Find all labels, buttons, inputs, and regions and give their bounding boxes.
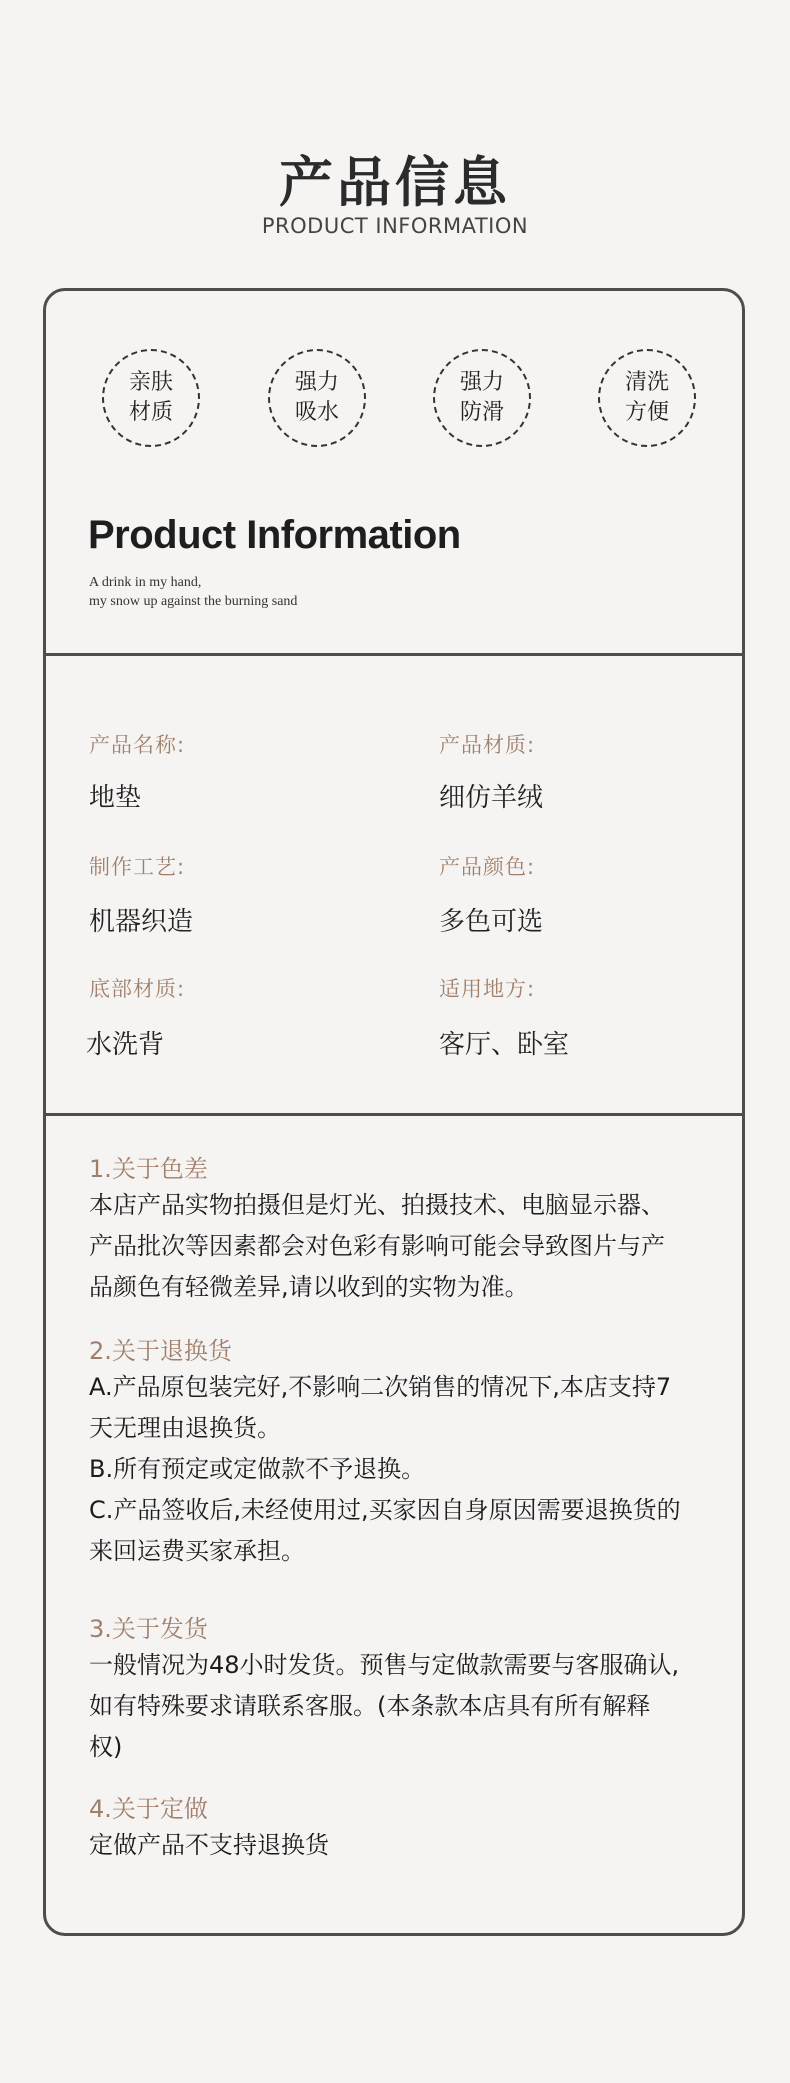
intro-subtext-line: A drink in my hand, <box>89 575 202 590</box>
policy-returns <box>89 1335 719 1572</box>
feature-text: 清洗 <box>624 370 669 395</box>
feature-text: 亲肤 <box>128 370 173 395</box>
policy-custom <box>89 1793 719 1866</box>
policy-heading: 3.关于发货 <box>89 1615 208 1643</box>
section-divider <box>46 1113 742 1116</box>
feature-text: 防滑 <box>459 400 504 425</box>
policy-line: 如有特殊要求请联系客服。(本条款本店具有所有解释 <box>89 1692 651 1720</box>
spec-value-backing: 水洗背 <box>86 1030 165 1060</box>
spec-label-usage: 适用地方: <box>439 977 536 1001</box>
spec-label-material: 产品材质: <box>439 733 536 757</box>
policy-line: 定做产品不支持退换货 <box>89 1831 329 1859</box>
policy-line: 品颜色有轻微差异,请以收到的实物为准。 <box>89 1273 529 1301</box>
intro-heading: Product Information <box>88 513 461 557</box>
feature-text: 强力 <box>459 370 504 395</box>
section-divider <box>46 653 742 656</box>
intro-subtext-line: my snow up against the burning sand <box>89 594 298 609</box>
feature-badge-absorbent <box>268 349 366 447</box>
page-subtitle: PRODUCT INFORMATION <box>261 214 529 238</box>
policy-line: A.产品原包装完好,不影响二次销售的情况下,本店支持7 <box>89 1373 672 1401</box>
spec-label-name: 产品名称: <box>89 733 186 757</box>
spec-value-name: 地垫 <box>89 783 142 813</box>
feature-text: 材质 <box>128 400 173 425</box>
policy-heading: 4.关于定做 <box>89 1795 208 1823</box>
policy-heading: 1.关于色差 <box>89 1155 208 1183</box>
info-card <box>43 288 745 1936</box>
spec-value-usage: 客厅、卧室 <box>439 1030 570 1060</box>
feature-badge-skin-friendly <box>102 349 200 447</box>
policy-line: 产品批次等因素都会对色彩有影响可能会导致图片与产 <box>89 1232 665 1260</box>
feature-text: 吸水 <box>294 400 339 425</box>
feature-text: 强力 <box>294 370 339 395</box>
policy-line: 本店产品实物拍摄但是灯光、拍摄技术、电脑显示器、 <box>89 1191 665 1219</box>
spec-label-backing: 底部材质: <box>89 977 186 1001</box>
feature-badge-easy-wash <box>598 349 696 447</box>
spec-value-color: 多色可选 <box>439 907 544 937</box>
policy-line: 天无理由退换货。 <box>89 1414 281 1442</box>
intro-subtext <box>89 573 297 611</box>
feature-text: 方便 <box>624 400 669 425</box>
policy-line: B.所有预定或定做款不予退换。 <box>89 1455 426 1483</box>
policy-line: 来回运费买家承担。 <box>89 1537 305 1565</box>
spec-label-color: 产品颜色: <box>439 855 536 879</box>
page-title: 产品信息 <box>279 151 511 214</box>
spec-value-craft: 机器织造 <box>89 907 194 937</box>
spec-label-craft: 制作工艺: <box>89 855 186 879</box>
spec-value-material: 细仿羊绒 <box>439 783 544 813</box>
policy-line: 权) <box>89 1733 123 1761</box>
policy-color-difference <box>89 1153 719 1308</box>
policy-heading: 2.关于退换货 <box>89 1337 232 1365</box>
policy-line: C.产品签收后,未经使用过,买家因自身原因需要退换货的 <box>89 1496 681 1524</box>
policy-shipping <box>89 1613 719 1768</box>
policy-line: 一般情况为48小时发货。预售与定做款需要与客服确认, <box>89 1651 680 1679</box>
feature-badge-anti-slip <box>433 349 531 447</box>
